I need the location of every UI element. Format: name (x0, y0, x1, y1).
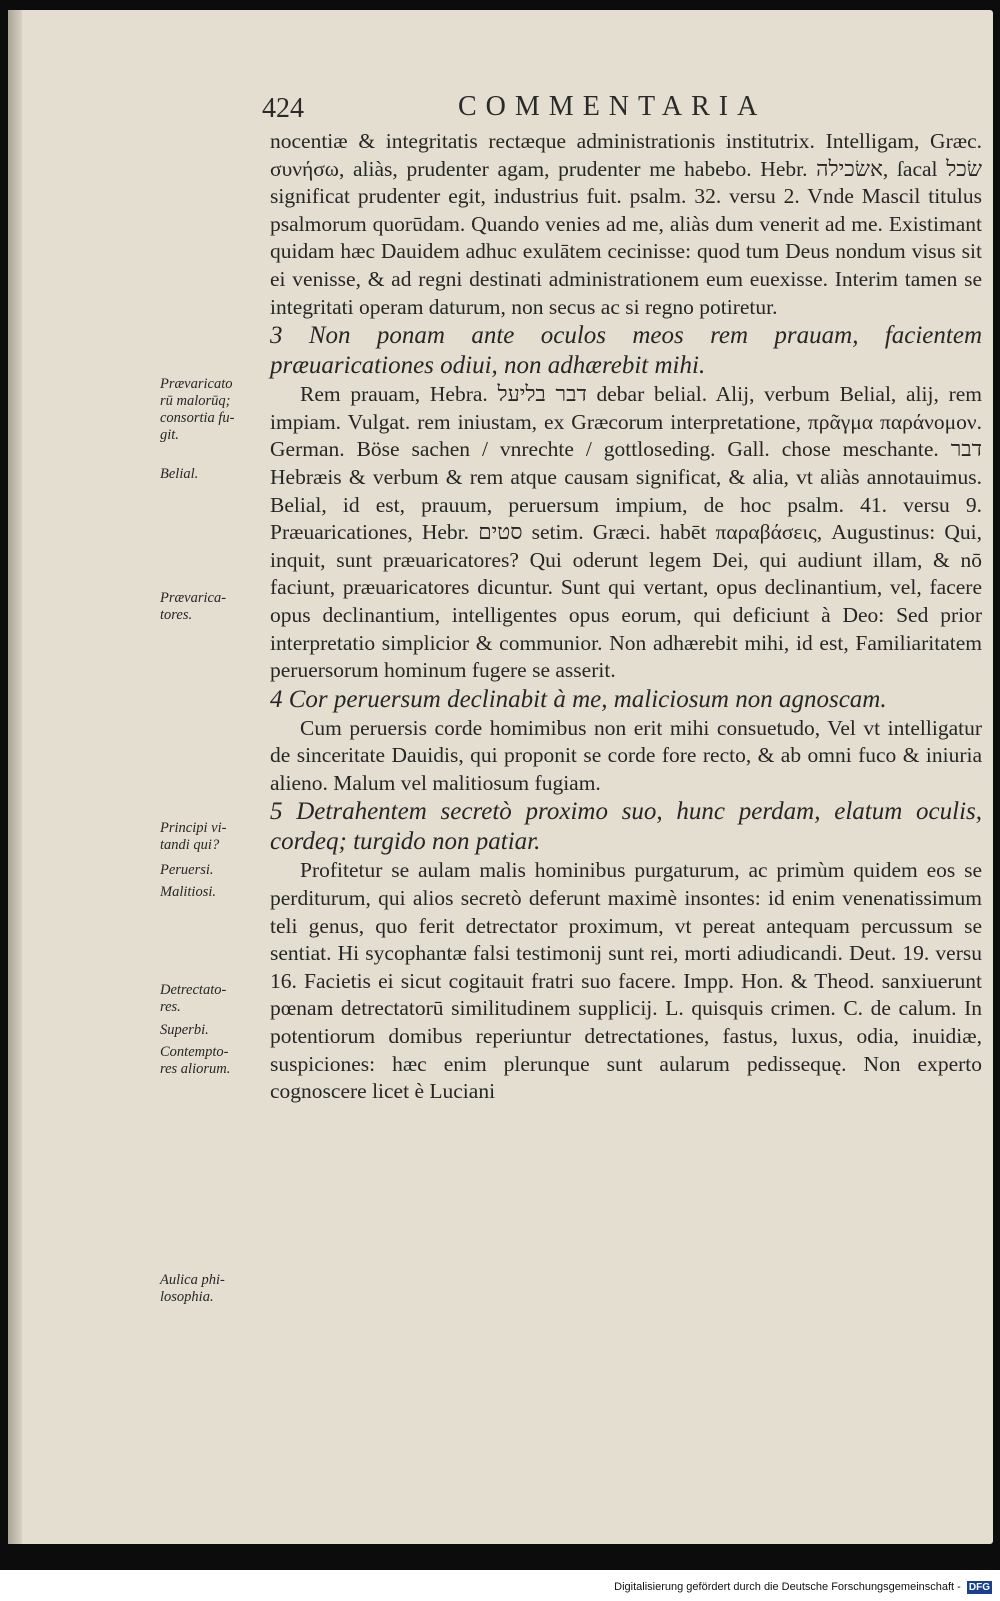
margin-note: Principi vi- tandi qui? (160, 820, 227, 853)
margin-note: Detrectato- res. (160, 982, 227, 1015)
main-text-column (270, 128, 982, 1106)
digitization-footer (614, 1581, 992, 1594)
verse-5: 5 Detrahentem secretò proximo suo, hunc perdam, elatum oculis, cordeq; turgido non patiar. (270, 798, 982, 856)
page-number: 424 (262, 93, 304, 124)
margin-note: Prævaricato rū malorūq; consortia fu- git. (160, 376, 235, 443)
paragraph-2: Rem prauam, Hebra. דבר בליעל debar belial. Alij, verbum Belial, alij, rem impiam. Vulgat. rem iniustam, ex Græcorum interpretatione, πρᾶγμα παράνομον. German. Böse sachen / vnrechte / gottloseding. Gall. chose meschante. דבר Hebræis & verbum & rem atque causam significat, & alia, vt aliàs annotauimus. Belial, id est, prauum, peruersum impium, de hoc psalm. 41. versu 9. Præuaricationes, Hebr. סטים setim. Græci. habēt παραβάσεις, Augustinus: Qui, inquit, sunt præuaricatores? Qui oderunt legem Dei, qui audiunt illam, & nō faciunt, præuaricatores dicuntur. Sunt qui vertant, opus declinantium, vel, facere opus declinantium, intelligentes opus eorum, qui deficiunt à Deo: Sed prior interpretatio simplicior & communior. Non adhærebit mihi, id est, Familiaritatem peruersorum hominum fugere se asserit. (270, 382, 982, 683)
margin-note: Prævarica- tores. (160, 590, 227, 623)
verse-3: 3 Non ponam ante oculos meos rem prauam, facientem præuaricationes odiui, non adhærebit mihi. (270, 322, 982, 380)
paragraph-4: Profitetur se aulam malis hominibus purgaturum, ac primùm quidem eos se perditurum, qui alios secretò deferunt maximè insontes: id enim venenatissimum teli genus, quo ferit detrectator proximum, vt pereat antequam percussum se sentiat. Hi sycophantæ falsi testimonij sunt rei, morti adiudicandi. Deut. 19. versu 16. Facietis ei sicut cogitauit fratri suo facere. Impp. Hon. & Theod. sanxiuerunt pœnam detrectatorū similitudinem supplicij. L. quisquis crimen. C. de calum. In potentiorum domibus reperiuntur detrectationes, fastus, luxus, odia, inuidiæ, suspiciones: hæc enim plerunque sunt aularum pedissequę. Non experto cognoscere licet è Luciani (270, 858, 982, 1104)
footer-text: Digitalisierung gefördert durch die Deutsche Forschungsgemeinschaft - (614, 1581, 961, 1593)
margin-note: Contempto- res aliorum. (160, 1044, 231, 1077)
verse-4: 4 Cor peruersum declinabit à me, maliciosum non agnoscam. (270, 685, 887, 713)
margin-note: Malitiosi. (160, 884, 216, 900)
margin-note: Peruersi. (160, 862, 214, 878)
margin-note: Superbi. (160, 1022, 209, 1038)
running-title: COMMENTARIA (458, 91, 767, 122)
paragraph-1: nocentiæ & integritatis rectæque administrationis institutrix. Intelligam, Græc. συνήσω, aliàs, prudenter agam, prudenter me habebo. Hebr. אשׂכילה, ſacal שׂכל significat prudenter egit, industrius fuit. psalm. 32. versu 2. Vnde Mascil titulus psalmorum quorūdam. Quando venies ad me, aliàs dum venerit ad me. Existimant quidam hæc Dauidem adhuc exulātem cecinisse: quod tum Deus nondum visus sit ei venisse, & ad regni destinati administrationem eum euexisse. Interim tamen se integritati operam daturum, non secus ac si regno potiretur. (270, 129, 982, 319)
margin-note: Belial. (160, 466, 199, 482)
page-edge-shadow (8, 10, 22, 1544)
dfg-logo: DFG (968, 1582, 990, 1593)
paragraph-3: Cum peruersis corde homimibus non erit mihi consuetudo, Vel vt intelligatur de sinceritate Dauidis, qui proponit se corde fore recto, & ab omni fuco & iniuria alieno. Malum vel malitiosum fugiam. (270, 715, 982, 795)
margin-note: Aulica phi- losophia. (160, 1272, 225, 1305)
